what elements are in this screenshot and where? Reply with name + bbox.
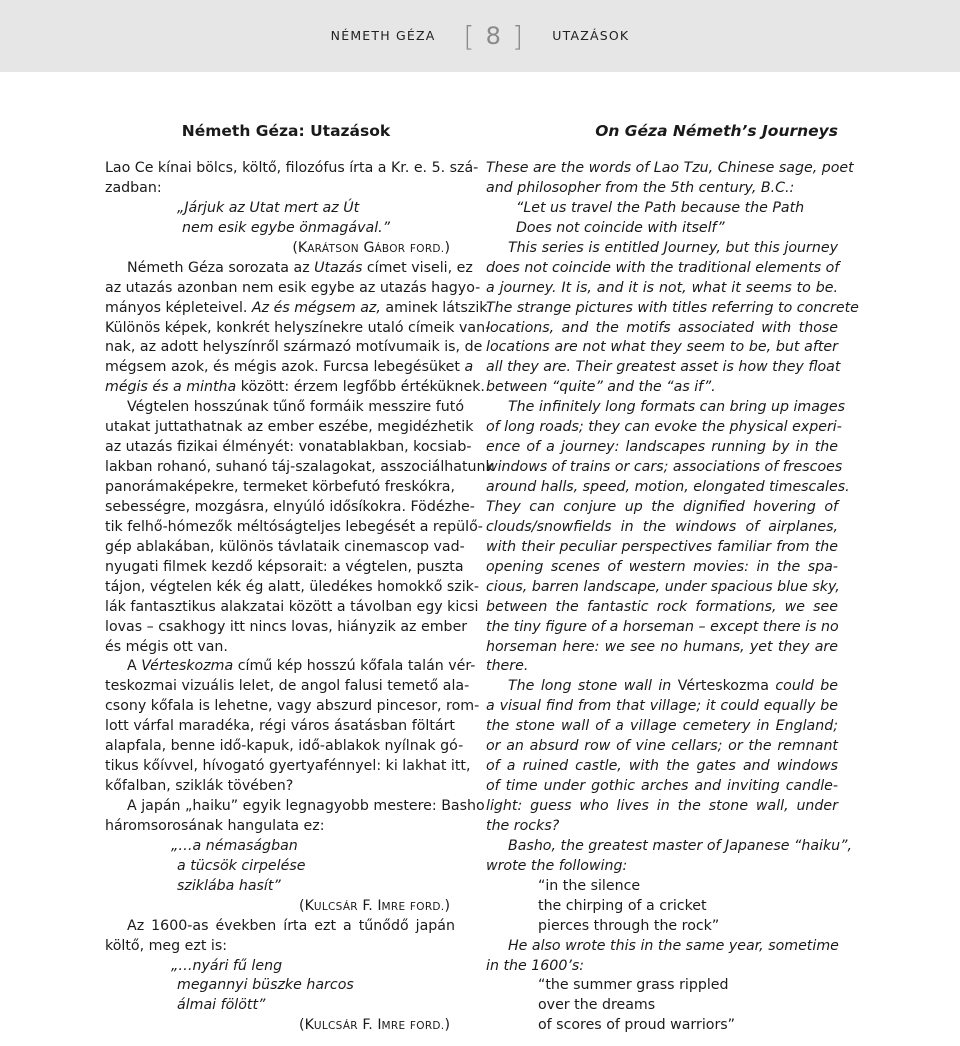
hu-poem2-line: a tücsök cirpelése <box>177 857 306 874</box>
en-quote-line: “Let us travel the Path because the Path <box>516 199 805 216</box>
hu-p1-line: Lao Ce kínai bölcs, költő, filozófus írta a Kr. e. 5. szá- <box>105 160 479 176</box>
en-poem2-line: of scores of proud warriors” <box>538 1017 736 1034</box>
en-p2-line: a journey. It is, and it is not, what it seems to be. <box>486 279 838 296</box>
hu-p3-line: és mégis ott van. <box>105 638 228 655</box>
hu-p3-line: utakat juttathatnak az ember eszébe, megidézhetik <box>105 419 474 436</box>
en-p4-line: light: guess who lives in the stone wall, under <box>486 798 838 814</box>
en-p3-line: The infinitely long formats can bring up images <box>508 399 846 416</box>
en-quote-line: Does not coincide with itself” <box>516 219 725 236</box>
hu-p5-line: háromsorosának hangulata ez: <box>105 817 325 834</box>
en-p4-line: the stone wall of a village cemetery in England; <box>486 718 838 735</box>
en-p3-line: with their peculiar perspectives familiar from the <box>486 538 838 555</box>
hu-p3-line: tik felhő-hómezők méltóságteljes lebegését a repülő- <box>105 518 483 535</box>
hu-p1-line: zadban: <box>105 179 162 196</box>
hu-p3-line: az utazás fizikai élményét: vonatablakban, kocsiab- <box>105 439 472 456</box>
hu-p2-line: mányos képleteivel. Az és mégsem az, aminek látszik. <box>105 299 492 316</box>
hu-p4-line: alapfala, benne idő-kapuk, idő-ablakok nyílnak gó- <box>105 738 464 755</box>
hu-p3-line: lakban rohanó, suhanó táj-szalagokat, asszociálhatunk <box>105 459 494 476</box>
hu-p3-line: sebességre, mozgásra, elnyúló idősíkokra. Födézhe- <box>105 498 475 515</box>
bracket-open: [ <box>463 20 476 53</box>
hu-credit2: (KULCSÁR F. IMRE FORD.) <box>299 897 450 914</box>
hu-p4-line: csony kőfala is lehetne, vagy abszurd pincesor, rom- <box>105 698 480 715</box>
hu-poem2-line: sziklába hasít” <box>177 877 281 894</box>
en-p2-line: The strange pictures with titles referring to concrete <box>486 299 859 316</box>
en-poem1-line: the chirping of a cricket <box>538 897 707 914</box>
hu-p2-line: Németh Géza sorozata az Utazás címet viseli, ez <box>127 259 473 276</box>
hu-p2-line: mégsem azok, és mégis azok. Furcsa lebegésüket a <box>105 359 474 376</box>
en-p4-line: of time under gothic arches and inviting candle- <box>486 778 838 795</box>
en-p4-line: the rocks? <box>486 817 560 834</box>
hu-p4-line: teskozmai vizuális lelet, de angol falusi temető ala- <box>105 678 470 695</box>
en-p1-line: and philosopher from the 5th century, B.C.: <box>486 179 795 196</box>
running-head-title: UTAZÁSOK <box>552 28 630 43</box>
hu-p3-line: gép ablakában, különös távlataik cinemascop vad- <box>105 538 465 555</box>
hu-credit3: (KULCSÁR F. IMRE FORD.) <box>299 1017 450 1034</box>
en-p5-line: wrote the following: <box>486 857 628 874</box>
english-column <box>486 120 859 1036</box>
en-p3-line: cious, barren landscape, under spacious blue sky, <box>486 578 840 595</box>
en-poem1-line: pierces through the rock” <box>538 917 720 934</box>
hu-p4-line: lott várfal maradéka, régi város ásatásban föltárt <box>105 718 455 735</box>
en-p2-line: This series is entitled Journey, but this journey <box>508 239 838 256</box>
en-p4-line: or an absurd row of vine cellars; or the remnant <box>486 738 838 755</box>
bracket-close: ] <box>512 20 525 53</box>
en-p4-line: a visual find from that village; it could equally be <box>486 698 838 715</box>
hu-poem3-line: megannyi büszke harcos <box>177 977 354 994</box>
hu-poem1-line: nem esik egybe önmagával.” <box>182 219 390 236</box>
en-p2-line: does not coincide with the traditional elements of <box>486 259 840 276</box>
en-p3-line: there. <box>486 658 529 675</box>
hu-p4-line: A Vérteskozma című kép hosszú kőfala talán vér- <box>127 658 476 675</box>
hu-p4-line: kőfalban, sziklák tövében? <box>105 778 294 795</box>
hu-p6-line: Az 1600-as években írta ezt a tűnődő japán <box>127 917 455 934</box>
en-p3-line: windows of trains or cars; associations of frescoes <box>486 459 843 476</box>
en-p2-line: all they are. Their greatest asset is how they float <box>486 359 841 376</box>
en-poem2-line: “the summer grass rippled <box>538 977 729 994</box>
hu-poem3-line: álmai fölött” <box>177 997 266 1014</box>
hu-p3-line: lák fantasztikus alakzatai között a távolban egy kicsi <box>105 598 479 615</box>
en-p2-line: between “quite” and the “as if”. <box>486 379 716 396</box>
hu-p3-line: nyugati filmek kezdő képsorait: a végtelen, puszta <box>105 558 464 575</box>
en-p6-line: He also wrote this in the same year, sometime <box>508 937 839 954</box>
hu-p3-line: tájon, végtelen kék ég alatt, üledékes homokkő szik- <box>105 578 480 595</box>
hu-p3-line: Végtelen hosszúnak tűnő formáik messzire futó <box>127 399 464 416</box>
en-p3-line: They can conjure up the dignified hovering of <box>486 498 838 515</box>
en-p3-line: around halls, speed, motion, elongated timescales. <box>486 479 850 495</box>
en-p3-line: clouds/snowfields in the windows of airplanes, <box>486 518 838 535</box>
hu-p3-line: lovas – csakhogy itt nincs lovas, hiányzik az ember <box>105 618 468 635</box>
en-p4-line: The long stone wall in Vérteskozma could be <box>508 678 838 695</box>
en-p6-line: in the 1600’s: <box>486 957 585 974</box>
hu-p5-line: A japán „haiku” egyik legnagyobb mestere: Basho <box>127 798 485 814</box>
en-p3-line: opening scenes of western movies: in the spa- <box>486 558 838 575</box>
hu-poem3-line: „…nyári fű leng <box>171 957 283 974</box>
en-poem1-line: “in the silence <box>538 877 641 894</box>
hu-p2-line: nak, az adott helyszínről származó motívumaik is, de <box>105 339 483 356</box>
en-p5-line: Basho, the greatest master of Japanese “haiku”, <box>508 837 853 854</box>
running-head <box>0 20 960 53</box>
hu-p2-line: Különös képek, konkrét helyszínekre utaló címeik van- <box>105 319 491 336</box>
en-p4-line: of a ruined castle, with the gates and windows <box>486 758 838 775</box>
hu-p6-line: költő, meg ezt is: <box>105 937 228 954</box>
en-p2-line: locations are not what they seem to be, but after <box>486 339 838 356</box>
running-head-author: NÉMETH GÉZA <box>330 28 436 43</box>
en-p3-line: between the fantastic rock formations, we see <box>486 598 838 615</box>
hu-p3-line: panorámaképekre, termeket körbefutó freskókra, <box>105 479 455 495</box>
hu-poem2-line: „…a némaságban <box>171 837 298 854</box>
en-poem2-line: over the dreams <box>538 997 656 1014</box>
hungarian-column <box>105 120 494 1036</box>
english-title: On Géza Németh’s Journeys <box>595 122 838 140</box>
hungarian-title: Németh Géza: Utazások <box>181 122 391 140</box>
en-p3-line: horseman here: we see no humans, yet they are <box>486 638 838 655</box>
hu-p4-line: tikus kőívvel, hívogató gyertyafénnyel: ki lakhat itt, <box>105 758 471 775</box>
hu-poem1-line: „Járjuk az Utat mert az Út <box>177 199 360 216</box>
hu-p2-line: az utazás azonban nem esik egybe az utazás hagyo- <box>105 279 481 296</box>
en-p2-line: locations, and the motifs associated with those <box>486 319 838 336</box>
en-p1-line: These are the words of Lao Tzu, Chinese sage, poet <box>486 160 854 176</box>
page-number: 8 <box>485 22 503 50</box>
en-p3-line: ence of a journey: landscapes running by in the <box>486 439 838 456</box>
en-p3-line: the tiny figure of a horseman – except there is no <box>486 618 839 635</box>
hu-p2-line: mégis és a mintha között: érzem legfőbb értéküknek. <box>105 379 485 396</box>
en-p3-line: of long roads; they can evoke the physical experi- <box>486 419 842 436</box>
hu-credit1: (KARÁTSON GÁBOR FORD.) <box>292 239 450 256</box>
